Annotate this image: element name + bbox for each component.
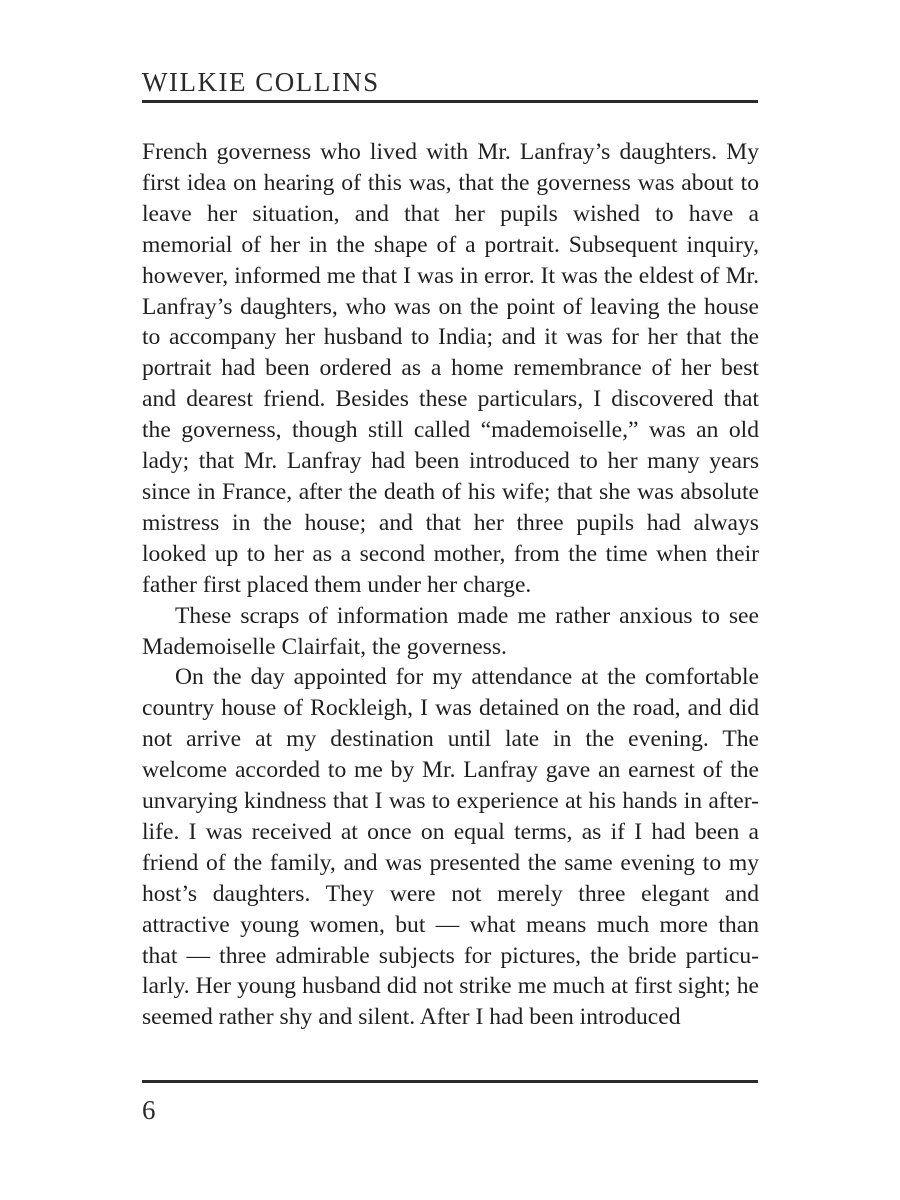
paragraph-2: These scraps of information made me rather anxious to see Mademoiselle Clairfait, the governess. [142, 602, 759, 660]
body-text [142, 137, 759, 1033]
page-number: 6 [142, 1095, 156, 1125]
header-rule [142, 100, 758, 103]
footer-rule [142, 1080, 758, 1083]
paragraph-3: On the day appointed for my attendance at the comfortable country house of Rockleigh, I was detained on the road, and did not arrive at my destination until late in the evening. The welcome accorded to me by Mr. Lanfray gave an earnest of the unvarying kindness that I was to experience at his hands in after-life. I was received at once on equal terms, as if I had been a friend of the family, and was presented the same evening to my host’s daughters. They were not merely three elegant and attractive young women, but — what means much more than that — three admirable subjects for pictures, the bride particularly. Her young husband did not strike me much at first sight; he seemed rather shy and silent. After I had been introduced [142, 664, 759, 1031]
running-head: WILKIE COLLINS [142, 67, 380, 97]
paragraph-1: French governess who lived with Mr. Lanfray’s daughters. My first idea on hearing of this was, that the governess was about to leave her situation, and that her pupils wished to have a memorial of her in the shape of a portrait. Subsequent inquiry, however, informed me that I was in error. It was the eldest of Mr. Lanfray’s daughters, who was on the point of leaving the house to accompany her husband to India; and it was for her that the portrait had been ordered as a home remembrance of her best and dearest friend. Besides these particulars, I discovered that the governess, though still called “mademoiselle,” was an old lady; that Mr. Lanfray had been introduced to her many years since in France, after the death of his wife; that she was absolute mistress in the house; and that her three pupils had always looked up to her as a second mother, from the time when their father first placed them under her charge. [142, 139, 759, 598]
